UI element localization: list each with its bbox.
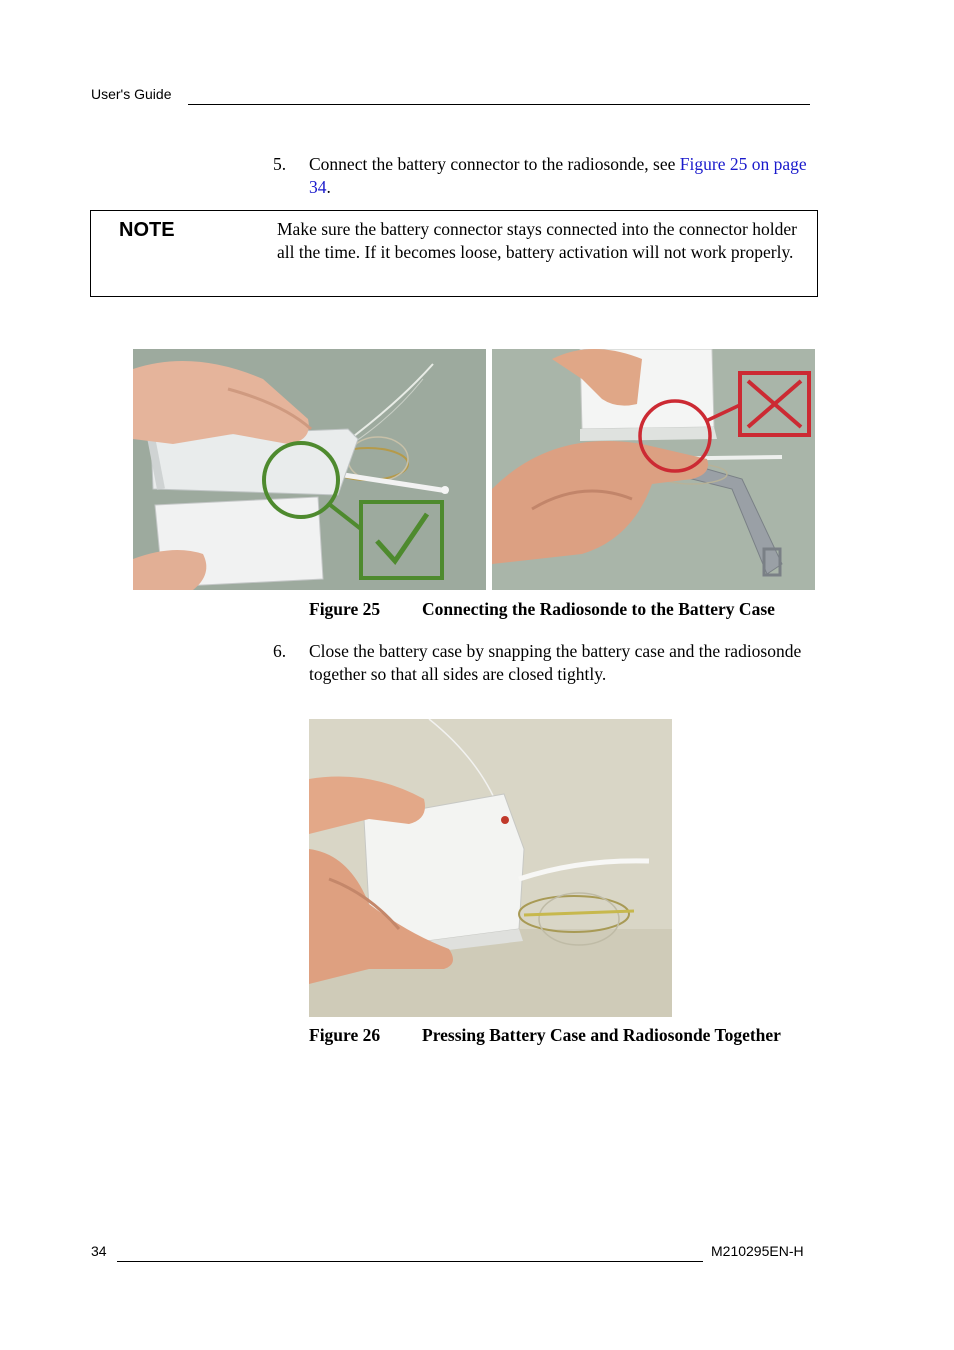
step-text: Close the battery case by snapping the battery case and the radiosonde together so that all sides are closed tightly. [309, 641, 802, 684]
step-5 [273, 153, 818, 199]
step-number: 6. [273, 641, 287, 661]
running-header: User's Guide [91, 86, 172, 102]
figure-26-photo [309, 719, 672, 1017]
document-code: M210295EN-H [711, 1243, 804, 1259]
battery-case-press-photo [309, 719, 672, 1017]
note-box [90, 210, 818, 297]
note-label: NOTE [119, 219, 175, 241]
step-text: Connect the battery connector to the radiosonde, see Figure 25 on page 34. [309, 154, 807, 197]
figure-26-caption: Figure 26 Pressing Battery Case and Radiosonde Together [309, 1025, 781, 1045]
radiosonde-wrong-photo [492, 349, 815, 590]
page-number: 34 [91, 1243, 107, 1259]
figure-25-caption: Figure 25 Connecting the Radiosonde to the Battery Case [309, 599, 775, 619]
header-rule [188, 104, 810, 105]
figure-25-photo-correct [133, 349, 486, 590]
figure-25-link[interactable]: Figure 25 on page 34 [309, 154, 807, 197]
step-6 [273, 640, 818, 686]
figure-25-photo-wrong [492, 349, 815, 590]
footer-rule [117, 1261, 703, 1262]
radiosonde-correct-photo [133, 349, 486, 590]
step-number: 5. [273, 154, 287, 174]
note-text: Make sure the battery connector stays connected into the connector holder all the time. If it becomes loose, battery activation will not work properly. [277, 219, 797, 262]
